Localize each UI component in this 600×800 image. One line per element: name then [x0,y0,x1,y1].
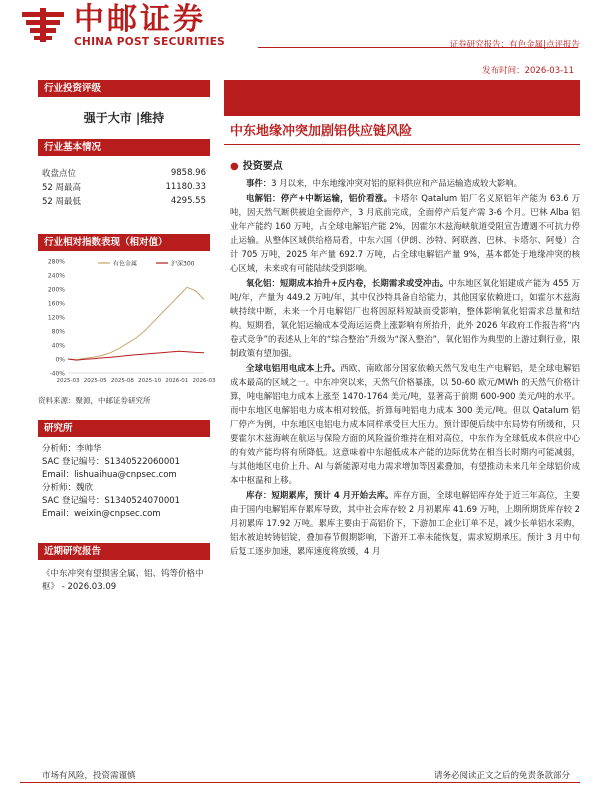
y-tick-label: 80% [51,328,65,336]
series-line [68,287,204,359]
y-tick-label: 200% [47,286,65,294]
china-post-logo-icon [20,8,66,42]
x-tick-label: 2025-03 [56,378,80,384]
x-tick-label: 2025-05 [83,378,107,384]
series-line [68,351,204,360]
main-body [230,160,580,559]
basic-label: 52 周最高 [42,183,82,193]
paragraph-inventory [230,488,580,558]
related-reports-head: 近期研究报告 [38,543,210,560]
relative-index-chart [38,251,216,391]
para-text: 库存方面，全球电解铝库存处于近三年高位，主要由于国内电解铝库存累库导致，其中社会库存较 2 月初累库 41.69 万吨，上期所期货库存较 2 月初累库 17.92 万吨。累库主要由于高铝价下，下游加工企业订单不足，减少长单铝水采购，铝水被迫转铸铝锭，叠加春节假期影响，下游开工率未能恢复，需求短期承压。预计 3 月中旬后复工逐步加速，累库速度将放缓，4 月 [230,490,580,556]
para-lead: 全球电铝用电成本上升。 [246,363,341,373]
basic-value: 11180.33 [165,182,206,192]
y-tick-label: 240% [47,272,65,280]
analyst-line: SAC 登记编号：S1340524070001 [42,496,181,506]
legend-label: 有色金属 [113,260,138,268]
disclaimer-note: 请务必阅读正文之后的免责条款部分 [433,771,570,781]
paragraph-power-cost [230,361,580,487]
para-lead: 事件： [246,178,272,188]
y-tick-label: 160% [47,300,65,308]
y-tick-label: -40% [49,370,65,378]
report-header [0,0,600,60]
logo-chinese-name: 中邮证券 [74,2,206,37]
basic-value: 9858.96 [170,168,206,178]
basic-value: 4295.55 [170,196,206,206]
x-tick-label: 2025-10 [138,378,162,384]
report-title: 中东地缘冲突加剧铝供应链风险 [230,124,413,139]
paragraph-event [230,176,580,190]
footer-divider [20,782,580,783]
basic-label: 52 周最低 [42,197,82,207]
industry-rating: 强于大市 |维持 [83,111,165,125]
y-tick-label: 120% [47,314,65,322]
paragraph-alumina [230,276,580,360]
title-divider [224,144,580,145]
key-points-head [230,160,580,174]
basic-info-head: 行业基本情况 [38,139,210,156]
analyst-email[interactable]: Email：weixin@cnpsec.com [42,509,161,519]
y-tick-label: 0% [55,356,65,364]
related-report-link[interactable]: 《中东冲突有望损害全属、铝、钨等价格中枢》 - 2026.03.09 [42,569,204,592]
analyst-line: 分析师：魏欣 [42,483,94,493]
x-tick-label: 2025-08 [110,378,134,384]
x-tick-label: 2026-03 [192,378,216,384]
y-tick-label: 40% [51,342,65,350]
logo-english-name: CHINA POST SECURITIES [74,36,226,48]
table-row [38,180,210,194]
para-text: 卡塔尔 Qatalum 铝厂名义原铝年产能为 63.6 万吨，因天然气断供被迫全面停产，3 月底前完成，全面停产后复产需 3-6 个月。巴林 Alba 铝业年产能约 160 万吨，占全球电解铝产能 2%，因霍尔木兹海峡航道受阻宣告遭遇不可抗力停止运输。从整体区域供给格局看，中东六国（伊朗、沙特、阿联酋、巴林、卡塔尔、阿曼）合计 705 万吨，2025 年产量 692.7 万吨，占全球电解铝产量 9%，基本都处于地缘冲突的核心区域，未来或有可能陆续受到影响。 [230,193,580,273]
paragraph-aluminum [230,191,580,275]
rating-section-head: 行业投资评级 [38,80,210,97]
table-row [38,194,210,208]
analyst-line: SAC 登记编号：S1340522060001 [42,457,181,467]
para-text: 西欧、南欧部分国家依赖天然气发电生产电解铝，是全球电解铝成本最高的区域之一。中东冲突以来，天然气价格暴涨，以 50-60 欧元/MWh 的天然气价格计算，吨电解铝电力成本上涨至 1470-1764 美元/吨，显著高于前期 600-900 美元/吨的水平。而中东地区电解铝电力成本相对较低，折算每吨铝电力成本 300 美元/吨。但以 Qatalum 铝厂停产为例，中东地区电铝电力成本同样承受巨大压力。预计即便后续中东局势有所缓和，只要霍尔木兹海峡在航运与保险方面的风险溢价维持在相对高位，中东作为全球低成本供应中心的有效产能均将有所降低。这意味着中东超低成本产能的边际优势在相当长时期内可能减弱，与其他地区电价上升、AI 与新能源对电力需求增加等因素叠加，有望推动未来几年全球铝价成本中枢温和上移。 [230,363,581,485]
key-points-label: 投资要点 [242,161,283,172]
para-lead: 氧化铝：短期成本抬升+反内卷，长期需求或受冲击。 [246,278,449,288]
table-row [38,166,210,180]
basic-info-table [38,166,210,208]
chart-source: 资料来源：聚源，中邮证券研究所 [38,396,151,405]
chart-section-head: 行业相对指数表现（相对值） [38,234,210,251]
chart-svg [38,251,216,391]
y-tick-label: 280% [47,258,65,266]
bullet-icon: ● [230,161,239,172]
legend-label: 沪深300 [171,260,195,268]
analyst-email[interactable]: Email：lishuaihua@cnpsec.com [42,470,177,480]
risk-warning: 市场有风险，投资需谨慎 [42,771,136,781]
para-lead: 电解铝：停产+中断运输，铝价看涨。 [246,193,393,203]
analyst-line: 分析师：李帅华 [42,444,102,454]
para-text: 3 月以来，中东地缘冲突对铝的原料供应和产品运输造成较大影响。 [271,178,522,188]
publish-time: 发布时间：2026-03-11 [482,66,574,76]
report-type-tag: 证券研究报告：有色金属|点评报告 [449,40,580,50]
basic-label: 收盘点位 [42,169,77,179]
researcher-head: 研究所 [38,420,210,437]
para-lead: 库存：短期累库，预计 4 月开始去库。 [246,490,394,500]
left-sidebar [38,80,216,594]
title-banner [224,80,580,116]
analyst-list [38,443,210,521]
x-tick-label: 2026-01 [165,378,189,384]
para-text: 中东地区氧化铝建成产能为 455 万吨/年，产量为 449.2 万吨/年，其中仅沙特具备自给能力，其他国家依赖进口，如霍尔木兹海峡持续中断，未来一个月电解铝厂也将因原料短缺而受影响，整体影响氧化铝需求总量和结构。短期看，氧化铝运输成本受海运运费上涨影响有所抬升，此外 2026 年政府工作报告将“内卷式竞争”的表述从上年的“综合整治”升级为“深入整治”，氧化铝作为典型的上游过剩行业，限制政策有望加强。 [230,278,581,358]
